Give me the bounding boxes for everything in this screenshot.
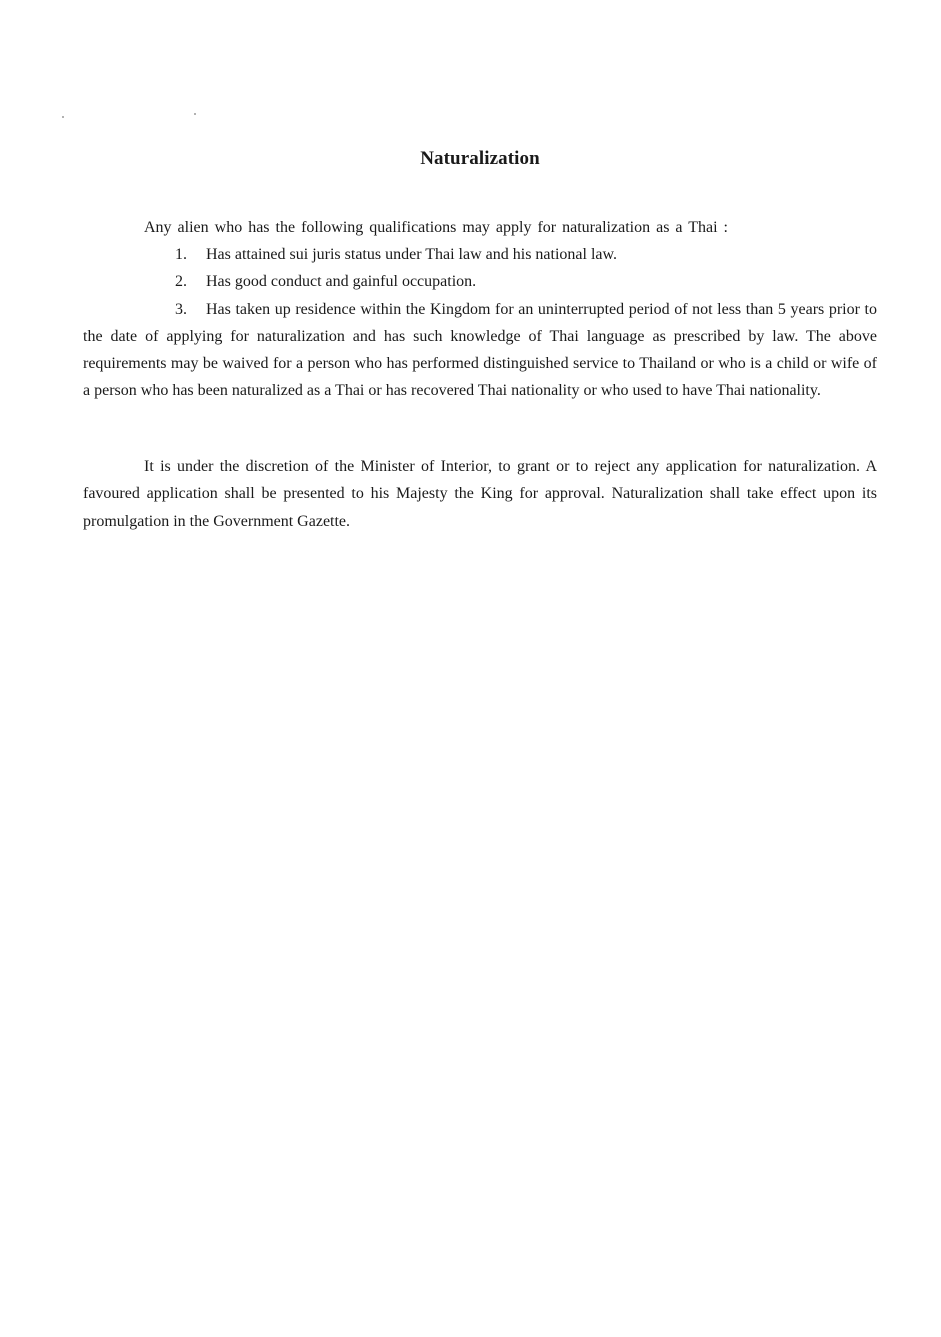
list-item-number: 3.: [175, 300, 187, 318]
document-title: Naturalization: [420, 148, 540, 169]
scan-speck: [194, 113, 196, 115]
qualifications-list: [83, 241, 877, 405]
list-item-text: Has attained sui juris status under Thai law and his national law.: [206, 246, 618, 263]
list-item: [83, 268, 877, 295]
scan-speck: [62, 116, 64, 118]
discretion-paragraph: It is under the discretion of the Minister of Interior, to grant or to reject any application for naturalization. A favoured application shall be presented to his Majesty the King for approval. Naturalization shall take effect upon its promulgation in the Government Gazette.: [83, 458, 877, 530]
list-item-number: 1.: [175, 246, 187, 263]
list-item: [83, 296, 877, 405]
list-item: [83, 241, 877, 268]
intro-paragraph: Any alien who has the following qualifications may apply for naturalization as a Thai :: [144, 219, 728, 236]
list-item-number: 2.: [175, 273, 187, 291]
list-item-text: Has good conduct and gainful occupation.: [206, 273, 477, 291]
list-item-text: Has taken up residence within the Kingdom for an uninterrupted period of not less than 5 years prior to the date of applying for naturalization and has such knowledge of Thai language as prescribed by law. The above requirements may be waived for a person who has performed distinguished service to Thailand or who is a child or wife of a person who has been naturalized as a Thai or has recovered Thai nationality or who used to have Thai nationality.: [83, 300, 877, 400]
